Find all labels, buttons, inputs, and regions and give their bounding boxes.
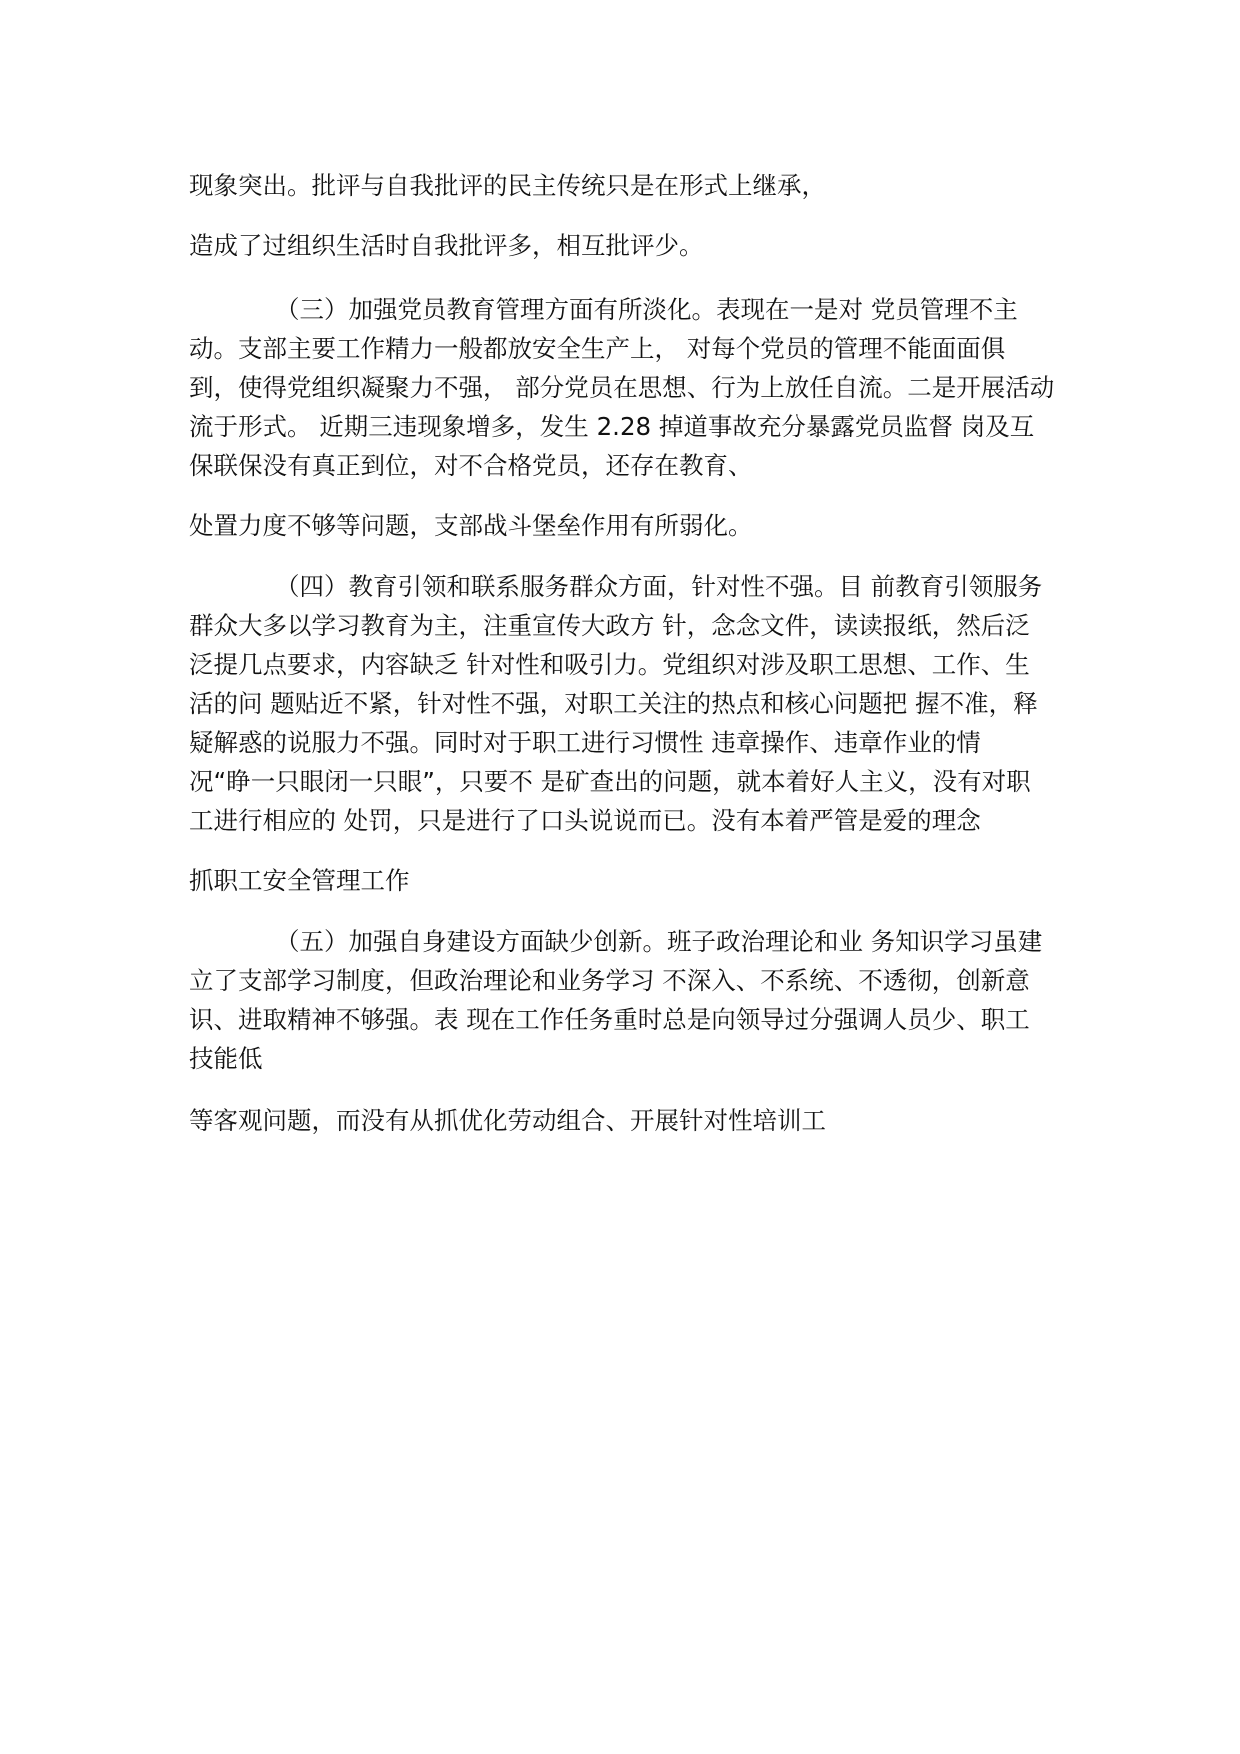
paragraph-3-heading-line: （三）加强党员教育管理方面有所淡化。表现在一是对 党员管理不主 [275, 295, 1018, 324]
text-line: 保联保没有真正到位，对不合格党员，还存在教育、 [189, 451, 753, 480]
text-line: 识、进取精神不够强。表 现在工作任务重时总是向领导过分强调人员少、职工 [189, 1005, 1030, 1034]
text-line: 工进行相应的 处罚，只是进行了口头说说而已。没有本着严管是爱的理念 [189, 806, 981, 835]
text-line: 技能低 [189, 1044, 263, 1073]
text-line: 群众大多以学习教育为主，注重宣传大政方 针，念念文件，读读报纸，然后泛 [189, 611, 1030, 640]
text-line: 流于形式。 近期三违现象增多，发生 2.28 掉道事故充分暴露党员监督 岗及互 [189, 412, 1035, 441]
text-line: 活的问 题贴近不紧，针对性不强，对职工关注的热点和核心问题把 握不准，释 [189, 689, 1038, 718]
text-line: 处置力度不够等问题，支部战斗堡垒作用有所弱化。 [189, 511, 753, 540]
text-line: 到，使得党组织凝聚力不强， 部分党员在思想、行为上放任自流。二是开展活动 [189, 373, 1055, 402]
text-line: 动。支部主要工作精力一般都放安全生产上， 对每个党员的管理不能面面俱 [189, 334, 1006, 363]
text-line: 造成了过组织生活时自我批评多，相互批评少。 [189, 231, 704, 260]
text-line: 疑解惑的说服力不强。同时对于职工进行习惯性 违章操作、违章作业的情 [189, 728, 981, 757]
text-line: 泛提几点要求，内容缺乏 针对性和吸引力。党组织对涉及职工思想、工作、生 [189, 650, 1030, 679]
paragraph-5-heading-line: （五）加强自身建设方面缺少创新。班子政治理论和业 务知识学习虽建 [275, 927, 1043, 956]
text-line: 抓职工安全管理工作 [189, 866, 410, 895]
text-line: 等客观问题，而没有从抓优化劳动组合、开展针对性培训工 [189, 1106, 826, 1135]
text-line: 现象突出。批评与自我批评的民主传统只是在形式上继承， [189, 171, 826, 200]
text-line: 况“睁一只眼闭一只眼”，只要不 是矿查出的问题，就本着好人主义，没有对职 [189, 767, 1031, 796]
text-line: 立了支部学习制度，但政治理论和业务学习 不深入、不系统、不透彻，创新意 [189, 966, 1030, 995]
paragraph-4-heading-line: （四）教育引领和联系服务群众方面，针对性不强。目 前教育引领服务 [275, 572, 1043, 601]
